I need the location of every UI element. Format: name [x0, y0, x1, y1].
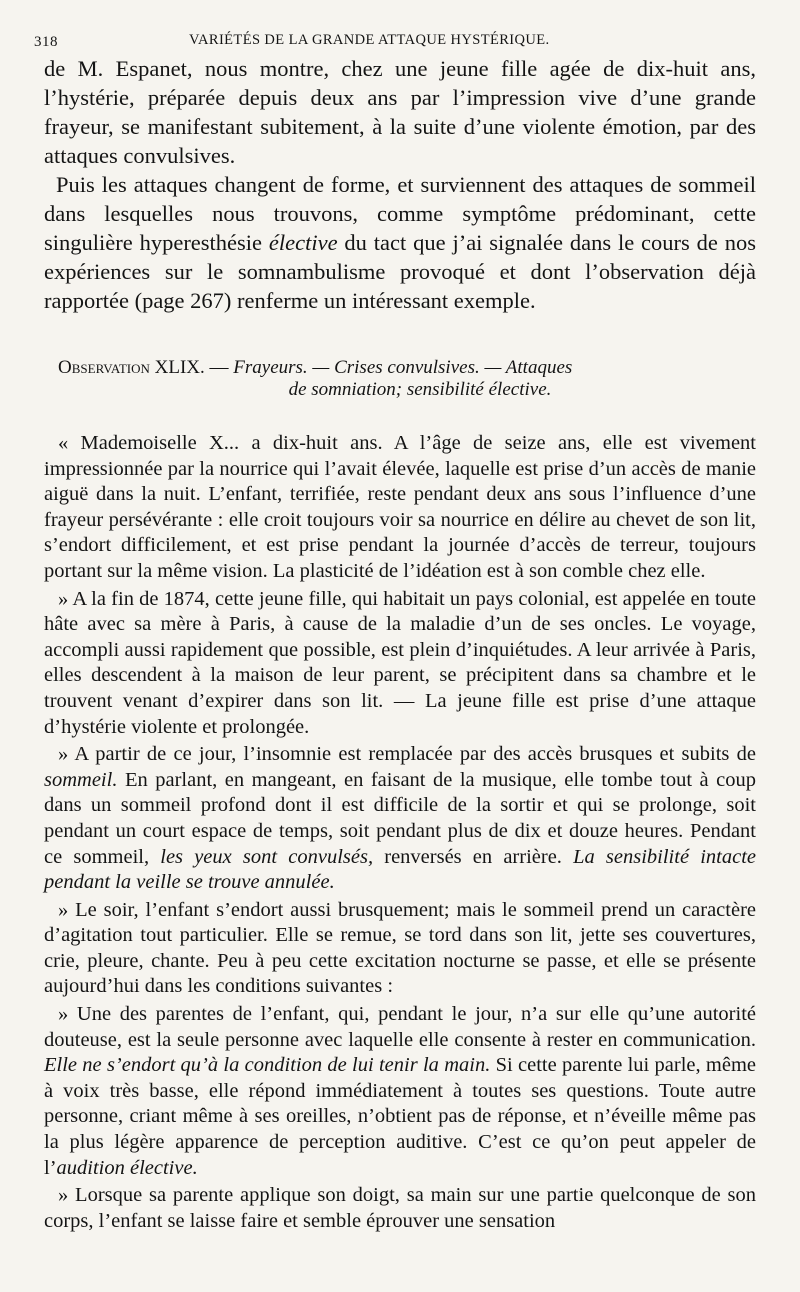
- quote-text: renversés en arrière.: [373, 845, 574, 868]
- observation-title-line1: Frayeurs. — Crises convulsives. — Attaques: [233, 357, 573, 378]
- emphasis-tenir-la-main: Elle ne s’endort qu’à la condition de lui tenir la main.: [44, 1054, 491, 1077]
- emphasis-audition-elective: audition élective.: [56, 1156, 198, 1179]
- quote-paragraph-2: » A la fin de 1874, cette jeune fille, qui habitait un pays colonial, est appelée en toute hâte avec sa mère à Paris, à cause de la maladie d’un de ses oncles. Le voyage, accompli aussi rapidement que possible, est plein d’inquiétudes. A leur arrivée à Paris, elles descendent à la maison de leur parent, se précipitent dans sa chambre et le trouvent venant d’expirer dans son lit. — La jeune fille est prise d’une attaque d’hystérie violente et prolongée.: [44, 587, 756, 738]
- paragraph-text: Puis les attaques changent de forme, et surviennent des attaques de sommeil dans lesquelles nous trouvons, comme symptôme prédominant, cette singulière hyperesthésie: [44, 172, 756, 255]
- emphasis-elective: élective: [268, 230, 338, 255]
- emphasis-sensibilite-annulee: La sensibilité intacte pendant la veille se trouve annulée.: [44, 845, 756, 894]
- observation-heading: [44, 357, 756, 401]
- quote-paragraph-4: » Le soir, l’enfant s’endort aussi brusquement; mais le sommeil prend un caractère d’agitation tout particulier. Elle se remue, se tord dans son lit, jette ses couvertures, crie, pleure, chante. Peu à peu cette excitation nocturne se passe, et elle se présente aujourd’hui dans les conditions suivantes :: [44, 898, 756, 998]
- quote-text: » A partir de ce jour, l’insomnie est remplacée par des accès brusques et subits de: [58, 743, 756, 766]
- quote-paragraph-3: [44, 742, 756, 896]
- quote-text: Si cette parente lui parle, même à voix très basse, elle répond immédiatement à toutes ses questions. Toute autre personne, criant même à ses oreilles, n’obtient pas de réponse, et n’éveille même pas la plus légère apparence de perception auditive. C’est ce qu’on peut appeler de l’: [44, 1054, 756, 1179]
- quote-paragraph-1: « Mademoiselle X... a dix-huit ans. A l’âge de seize ans, elle est vivement impressionnée par la nourrice qui l’avait élevée, laquelle est prise d’un accès de manie aiguë dans la nuit. L’enfant, terrifiée, reste pendant deux ans sous l’influence d’une frayeur persévérante : elle croit toujours voir sa nourrice en délire au chevet de son lit, s’endort difficilement, et est prise pendant la journée d’accès de terreur, toujours portant sur la même vision. La plasticité de l’idéation est à son comble chez elle.: [44, 432, 756, 582]
- paragraph-intro: de M. Espanet, nous montre, chez une jeune fille agée de dix-huit ans, l’hystérie, préparée depuis deux ans par l’impression vive d’une grande frayeur, se manifestant subitement, à la suite d’une violente émotion, par des attaques convulsives.: [44, 56, 756, 168]
- paragraph-elective-tact: [44, 170, 756, 315]
- quote-paragraph-6: » Lorsque sa parente applique son doigt, sa main sur une partie quelconque de son corps, l’enfant se laisse faire et semble éprouver une sensation: [44, 1184, 756, 1232]
- running-title: VARIÉTÉS DE LA GRANDE ATTAQUE HYSTÉRIQUE.: [189, 32, 550, 48]
- paragraph-text: du tact que j’ai signalée dans le cours de nos expériences sur le somnambulisme provoqué et dont l’observation déjà rapportée (page 267) renferme un intéressant exemple.: [44, 230, 756, 313]
- quote-paragraph-5: [44, 1002, 756, 1181]
- emphasis-sommeil: sommeil.: [44, 768, 118, 791]
- quote-text: » Une des parentes de l’enfant, qui, pendant le jour, n’a sur elle qu’une autorité douteuse, est la seule personne avec laquelle elle consente à rester en communication.: [44, 1003, 756, 1051]
- running-head: [34, 28, 756, 54]
- observation-label: Observation XLIX.: [58, 357, 205, 378]
- observation-title-line2: de somniation; sensibilité élective.: [288, 379, 552, 400]
- quote-text: En parlant, en mangeant, en faisant de la musique, elle tombe tout à coup dans un sommeil profond dont il est difficile de la sortir et qui se prolonge, soit pendant un court espace de temps, soit pendant plus de dix et douze heures. Pendant ce sommeil,: [44, 768, 756, 868]
- page-number: 318: [34, 34, 58, 50]
- heading-dash: —: [204, 357, 234, 378]
- emphasis-yeux-convulses: les yeux sont convulsés,: [160, 845, 374, 868]
